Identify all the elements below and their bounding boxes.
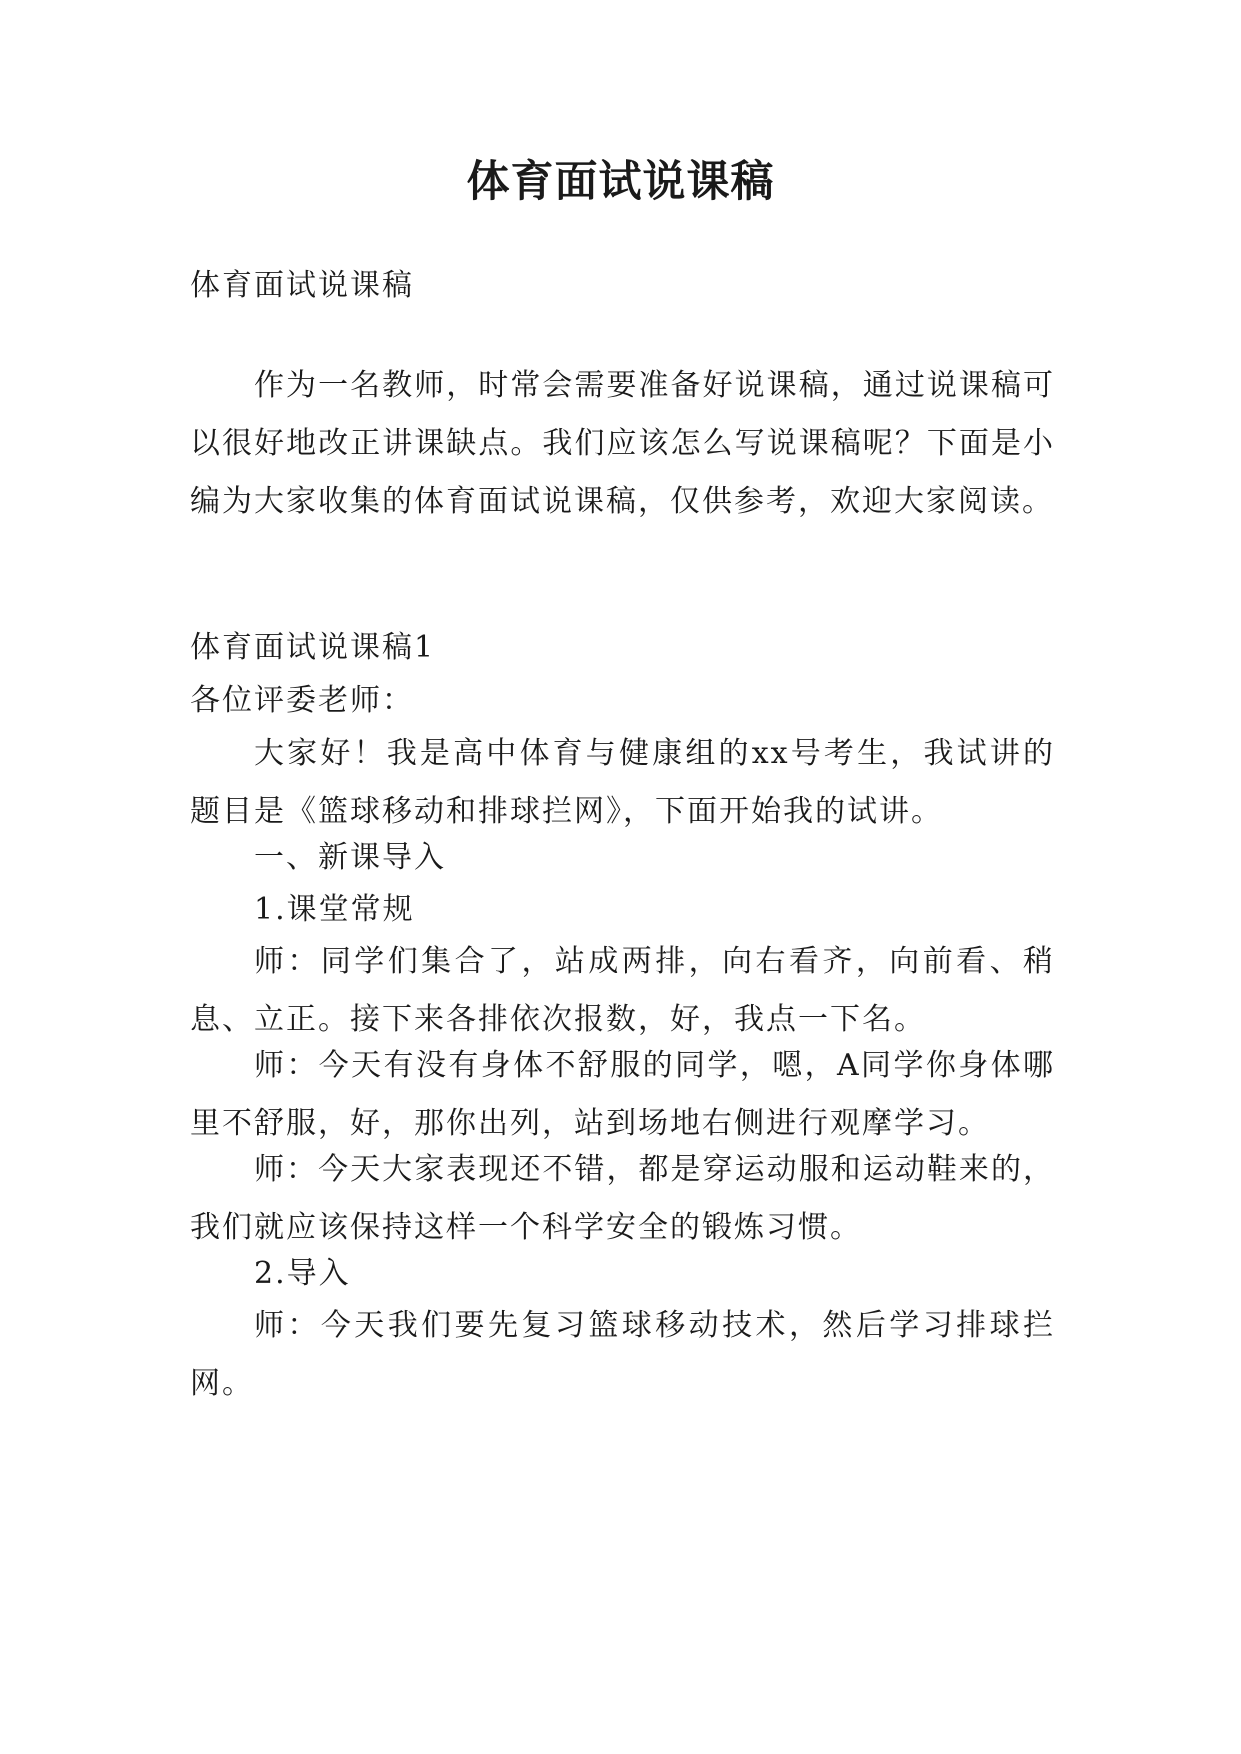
item-heading: 2.导入: [254, 1256, 351, 1291]
body-paragraph: 师：今天我们要先复习篮球移动技术，然后学习排球拦网。: [190, 1308, 1055, 1401]
greeting-paragraph: 大家好！我是高中体育与健康组的xx号考生，我试讲的题目是《篮球移动和排球拦网》，下面开始我的试讲。: [190, 736, 1055, 829]
item-heading: 1.课堂常规: [254, 892, 415, 927]
body-paragraph: 师：今天大家表现还不错，都是穿运动服和运动鞋来的，我们就应该保持这样一个科学安全的锻炼习惯。: [190, 1152, 1055, 1245]
document-title: 体育面试说课稿: [466, 157, 775, 207]
body-paragraph: 师：今天有没有身体不舒服的同学，嗯，A同学你身体哪里不舒服，好，那你出列，站到场地右侧进行观摩学习。: [190, 1048, 1055, 1141]
intro-paragraph: 作为一名教师，时常会需要准备好说课稿，通过说课稿可以很好地改正讲课缺点。我们应该怎么写说课稿呢？下面是小编为大家收集的体育面试说课稿，仅供参考，欢迎大家阅读。: [190, 368, 1055, 519]
salutation: 各位评委老师：: [190, 683, 414, 718]
document-subtitle: 体育面试说课稿: [190, 268, 414, 303]
body-paragraph: 师：同学们集合了，站成两排，向右看齐，向前看、稍息、立正。接下来各排依次报数，好，我点一下名。: [190, 944, 1055, 1037]
part-heading: 一、新课导入: [254, 840, 446, 875]
section-heading: 体育面试说课稿1: [190, 630, 436, 665]
